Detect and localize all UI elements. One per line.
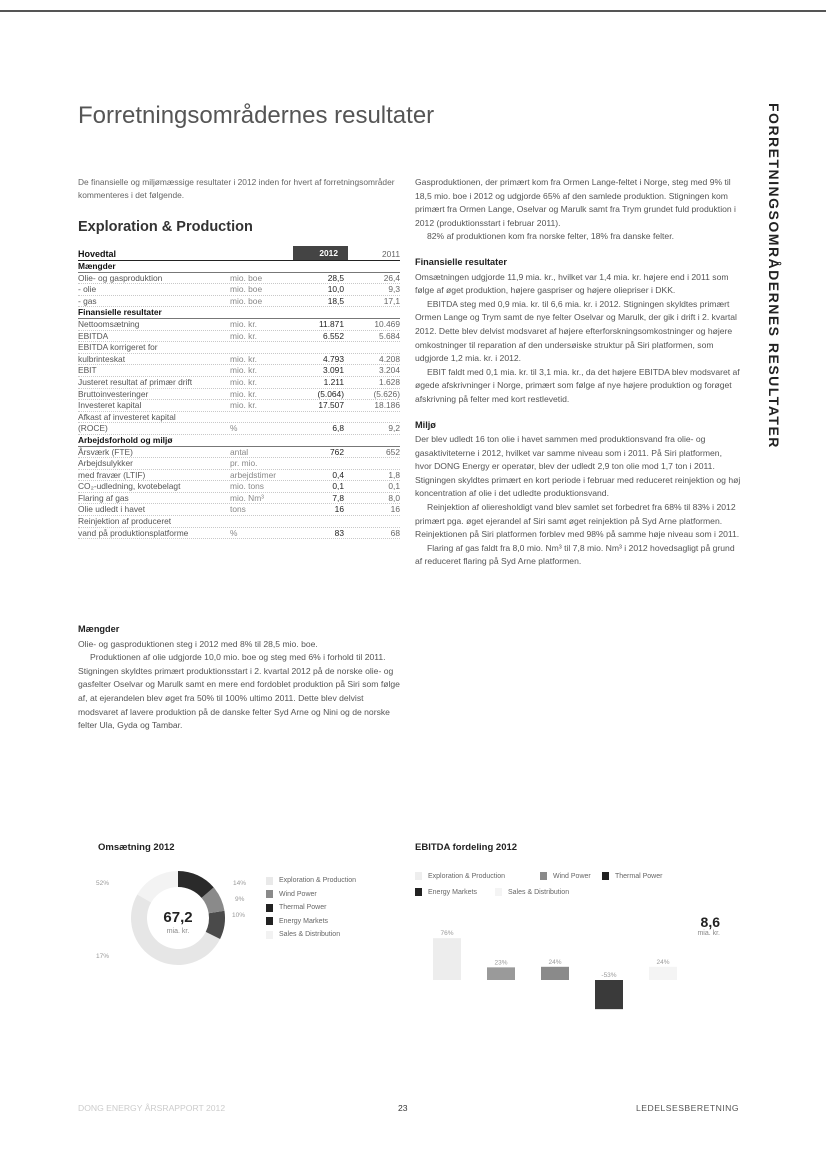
table-row	[78, 528, 400, 540]
donut-pct-label: 52%	[96, 880, 110, 887]
table-row	[78, 412, 400, 424]
table-cell-label: Afkast af investeret kapital	[78, 411, 176, 422]
table-group-row	[78, 435, 400, 447]
donut-slice	[137, 871, 178, 903]
table-row	[78, 377, 400, 389]
table-row	[78, 389, 400, 401]
paragraph: 82% af produktionen kom fra norske felter, 18% fra danske felter.	[427, 231, 674, 242]
table-cell-v2012: 16	[334, 504, 344, 515]
page-title: Forretningsområdernes resultater	[78, 102, 435, 129]
left-text-column	[78, 623, 400, 733]
heading-environment: Miljø	[415, 419, 436, 430]
table-group-row	[78, 261, 400, 273]
table-cell-label: Mængder	[78, 261, 116, 271]
table-cell-label: vand på produktionsplatforme	[78, 527, 189, 538]
table-group-row	[78, 307, 400, 319]
table-cell-v2011: 68	[390, 527, 400, 538]
table-cell-label: Investeret kapital	[78, 400, 142, 411]
paragraph: Produktionen af olie udgjorde 10,0 mio. boe og steg med 6% i forhold til 2011. Stigningen skyldtes primært produktionsstart i 2. kvartal 2012 på de norske olie- og gasfelter Oselvar og Marulk samt en mere end fordoblet produktion på Siri som følge af, at ejerandelen blev øget fra 50% til 100% ultimo 2011. Dette blev delvist modsvaret af lavere produktion på de danske felter Syd Arne og Nini og de norske felter Ula, Gyda og Tambar.	[78, 652, 400, 731]
ebitda-total-unit: mia. kr.	[697, 930, 720, 937]
paragraph: EBIT faldt med 0,1 mia. kr. til 3,1 mia. kr., da det højere EBITDA blev modsvaret af øgede afskrivninger i Norge, primært som følge af nye højere produktion og forøget afskrivning på felter med kort restlevetid.	[415, 366, 740, 404]
table-row	[78, 504, 400, 516]
ebitda-bar-label: 24%	[548, 958, 562, 966]
table-row	[78, 481, 400, 493]
table-cell-v2012: 1.211	[323, 376, 344, 387]
table-cell-v2011: 16	[390, 504, 400, 515]
legend-item: Exploration & Production	[266, 874, 386, 888]
ebitda-bar-label: 23%	[494, 959, 508, 967]
table-cell-v2011: 26,4	[383, 272, 400, 283]
table-cell-label: EBIT	[78, 365, 97, 376]
table-row	[78, 400, 400, 412]
paragraph: Reinjektion af olieresholdigt vand blev samlet set forbedret fra 68% til 83% i 2012 primært pga. øget ejerandel af Siri samt øget reinjektion på Syd Arne platformen. Reinjektionen på Siri platformen forblev med 98% på samme høje niveau som i 2011.	[415, 502, 740, 540]
legend-item: Exploration & Production	[415, 869, 540, 883]
ebitda-chart-title: EBITDA fordeling 2012	[415, 842, 518, 853]
donut-pct-label: 17%	[96, 953, 110, 960]
table-cell-label: Finansielle resultater	[78, 307, 162, 318]
legend-swatch	[540, 872, 547, 880]
table-cell-unit: mio. kr.	[230, 330, 257, 341]
legend-item: Sales & Distribution	[266, 928, 386, 942]
legend-swatch	[266, 877, 273, 885]
donut-center-value: 67,2	[163, 909, 193, 926]
table-cell-unit: mio. tons	[230, 481, 264, 492]
table-cell-unit: pr. mio.	[230, 458, 258, 469]
table-cell-v2012: 18,5	[327, 295, 344, 306]
ebitda-bar-chart	[415, 905, 745, 1055]
table-cell-v2011: (5.626)	[373, 388, 400, 399]
ebitda-legend	[415, 868, 745, 900]
legend-swatch	[602, 872, 609, 880]
table-cell-v2012: 7,8	[332, 492, 344, 503]
paragraph: Omsætningen udgjorde 11,9 mia. kr., hvilket var 1,4 mia. kr. højere end i 2011 som følge af øget produktion, højere gaspriser og højere oliepriser i DKK.	[415, 271, 729, 296]
table-cell-label: Justeret resultat af primær drift	[78, 376, 193, 387]
paragraph: EBITDA steg med 0,9 mia. kr. til 6,6 mia. kr. i 2012. Stigningen skyldtes primært Ormen Lange og Trym samt de nye felter Oselvar og Marulk, der gik i drift i 2. kvartal 2012. Dette blev delvist modsvaret af højere efterforskningsomkostninger og højere omkostninger til reparation af den undersøiske struktur på Siri platformen, som udgjorde 1,2 mia. kr. i 2012.	[415, 298, 737, 364]
table-cell-v2012: 762	[330, 446, 344, 457]
table-cell-v2011: 17,1	[383, 295, 400, 306]
table-cell-label: EBITDA	[78, 330, 109, 341]
side-section-title: FORRETNINGSOMRÅDERNES RESULTATER	[766, 103, 782, 449]
ebitda-total-value: 8,6	[700, 914, 720, 930]
table-cell-unit: mio. boe	[230, 284, 263, 295]
table-row	[78, 493, 400, 505]
table-cell-v2011: 3.204	[379, 365, 400, 376]
table-cell-unit: antal	[230, 446, 249, 457]
table-cell-label: Bruttoinvesteringer	[78, 388, 149, 399]
table-cell-v2012: 0,4	[332, 469, 344, 480]
table-cell-v2011: 10.469	[374, 318, 400, 329]
ebitda-bar	[649, 967, 677, 980]
table-cell-label: Flaring af gas	[78, 492, 129, 503]
legend-item: Thermal Power	[602, 869, 682, 883]
footer-publication: DONG ENERGY ÅRSRAPPORT 2012	[78, 1103, 226, 1113]
footer-section: LEDELSESBERETNING	[636, 1103, 740, 1113]
table-cell-unit: mio. boe	[230, 272, 263, 283]
donut-pct-label: 14%	[233, 880, 247, 887]
table-cell-unit: mio. kr.	[230, 365, 257, 376]
table-cell-v2012: 83	[334, 527, 344, 538]
table-cell-v2012: 10,0	[327, 284, 344, 295]
table-cell-label: - olie	[78, 284, 97, 295]
legend-swatch	[415, 872, 422, 880]
table-row	[78, 447, 400, 459]
table-cell-v2011: 1,8	[388, 469, 400, 480]
table-row	[78, 342, 400, 354]
table-cell-v2011: 8,0	[388, 492, 400, 503]
legend-item: Energy Markets	[415, 885, 495, 899]
table-cell-label: Reinjektion af produceret	[78, 516, 172, 527]
table-cell-v2011: 9,3	[388, 284, 400, 295]
table-row	[78, 354, 400, 366]
legend-swatch	[266, 890, 273, 898]
key-figures-table	[78, 245, 400, 539]
paragraph: Olie- og gasproduktionen steg i 2012 med 8% til 28,5 mio. boe.	[78, 638, 318, 649]
table-cell-v2012: 17.507	[318, 400, 344, 411]
table-cell-v2011: 1.628	[379, 376, 400, 387]
table-cell-label: EBITDA korrigeret for	[78, 342, 158, 353]
table-cell-label: kulbrinteskat	[78, 353, 126, 364]
table-row	[78, 296, 400, 308]
table-cell-v2011: 4.208	[379, 353, 400, 364]
legend-item: Thermal Power	[266, 901, 386, 915]
header-label: Hovedtal	[78, 249, 117, 260]
paragraph: Der blev udledt 16 ton olie i havet sammen med produktionsvand fra olie- og gasaktiviteterne i 2012, hvilket var samme niveau som i 2011. På Siri platformen, hvor DONG Energy er operatør, blev der udledt 2,9 ton olie mod 1,7 ton i 2011. Stigningen skyldtes primært en kort periode i februar med reduceret reinjektion og høj koncentration af olie i det udledte produktionsvand.	[415, 434, 741, 499]
table-row	[78, 284, 400, 296]
ebitda-bar	[487, 967, 515, 980]
table-cell-v2012: 0,1	[332, 481, 344, 492]
key-figures-header	[78, 245, 400, 261]
table-cell-label: med fravær (LTIF)	[78, 469, 146, 480]
table-cell-unit: %	[230, 527, 238, 538]
header-2012: 2012	[293, 246, 348, 260]
heading-financial: Finansielle resultater	[415, 256, 507, 267]
table-cell-label: Nettoomsætning	[78, 318, 140, 329]
ebitda-bar	[595, 980, 623, 1009]
table-cell-v2012: 6.552	[323, 330, 344, 341]
table-row	[78, 470, 400, 482]
donut-pct-label: 9%	[235, 896, 245, 903]
table-cell-v2012: 28,5	[327, 272, 344, 283]
table-row	[78, 423, 400, 435]
top-rule	[0, 10, 826, 12]
table-row	[78, 365, 400, 377]
table-cell-unit: tons	[230, 504, 246, 515]
legend-swatch	[495, 888, 502, 896]
ebitda-bar	[541, 967, 569, 980]
legend-item: Wind Power	[266, 888, 386, 902]
section-title: Exploration & Production	[78, 219, 253, 235]
table-cell-v2012: 4.793	[323, 353, 344, 364]
table-cell-v2012: 3.091	[323, 365, 344, 376]
table-row	[78, 516, 400, 528]
table-cell-unit: arbejdstimer	[230, 469, 277, 480]
table-cell-label: Arbejdsulykker	[78, 458, 133, 469]
table-row	[78, 319, 400, 331]
table-cell-label: CO₂-udledning, kvotebelagt	[78, 481, 181, 492]
page-number: 23	[398, 1103, 408, 1113]
table-cell-unit: mio. boe	[230, 295, 263, 306]
ebitda-bar-label: 24%	[656, 958, 670, 966]
donut-pct-label: 10%	[232, 912, 246, 919]
paragraph: Flaring af gas faldt fra 8,0 mio. Nm³ til 7,8 mio. Nm³ i 2012 hovedsagligt på grund af reduceret flaring på Syd Arne platformen.	[415, 542, 735, 567]
table-cell-v2011: 652	[386, 446, 400, 457]
key-figures-body	[78, 261, 400, 539]
table-cell-unit: mio. kr.	[230, 376, 257, 387]
table-cell-v2012: (5.064)	[317, 388, 344, 399]
legend-swatch	[266, 904, 273, 912]
header-2011: 2011	[381, 249, 400, 260]
table-cell-unit: mio. kr.	[230, 400, 257, 411]
revenue-legend	[266, 874, 386, 942]
donut-center-unit: mia. kr.	[166, 928, 190, 935]
table-cell-v2011: 9,2	[388, 423, 400, 434]
table-cell-label: Olie- og gasproduktion	[78, 272, 163, 283]
table-cell-label: Arbejdsforhold og miljø	[78, 434, 173, 445]
table-row	[78, 273, 400, 285]
ebitda-bar-label: 76%	[440, 930, 454, 938]
heading-quantities: Mængder	[78, 624, 120, 634]
table-cell-v2012: 11.871	[319, 318, 344, 329]
table-cell-v2011: 5.684	[379, 330, 400, 341]
legend-swatch	[266, 931, 273, 939]
legend-item: Energy Markets	[266, 915, 386, 929]
table-cell-unit: mio. kr.	[230, 388, 257, 399]
ebitda-bar	[433, 938, 461, 980]
legend-item: Wind Power	[540, 869, 602, 883]
legend-swatch	[415, 888, 422, 896]
table-cell-unit: mio. kr.	[230, 353, 257, 364]
table-cell-unit: %	[230, 423, 238, 434]
right-text-column	[415, 176, 741, 569]
paragraph: Gasproduktionen, der primært kom fra Ormen Lange-feltet i Norge, steg med 9% til 18,5 mio. boe i 2012 og udgjorde 65% af den samlede produktion. Stigningen kom primært fra Ormen Lange, Oselvar og Marulk samt fra Trym grundet fuld produktion i 2012 (produktionsstart i februar 2011).	[415, 177, 736, 228]
table-cell-unit: mio. Nm³	[230, 492, 264, 503]
revenue-chart-title: Omsætning 2012	[98, 842, 175, 853]
table-cell-unit: mio. kr.	[230, 318, 257, 329]
table-cell-v2011: 18.186	[374, 400, 400, 411]
table-row	[78, 458, 400, 470]
table-cell-label: (ROCE)	[78, 423, 108, 434]
table-cell-label: Årsværk (FTE)	[78, 446, 133, 457]
table-cell-v2011: 0,1	[388, 481, 400, 492]
table-cell-label: - gas	[78, 295, 97, 306]
table-cell-v2012: 6,8	[332, 423, 344, 434]
legend-item: Sales & Distribution	[495, 885, 595, 899]
intro-text: De finansielle og miljømæssige resultater i 2012 inden for hvert af forretningsområder kommenteres i det følgende.	[78, 177, 395, 200]
legend-swatch	[266, 917, 273, 925]
table-cell-label: Olie udledt i havet	[78, 504, 146, 515]
table-row	[78, 331, 400, 343]
ebitda-bar-label: -53%	[601, 972, 617, 979]
